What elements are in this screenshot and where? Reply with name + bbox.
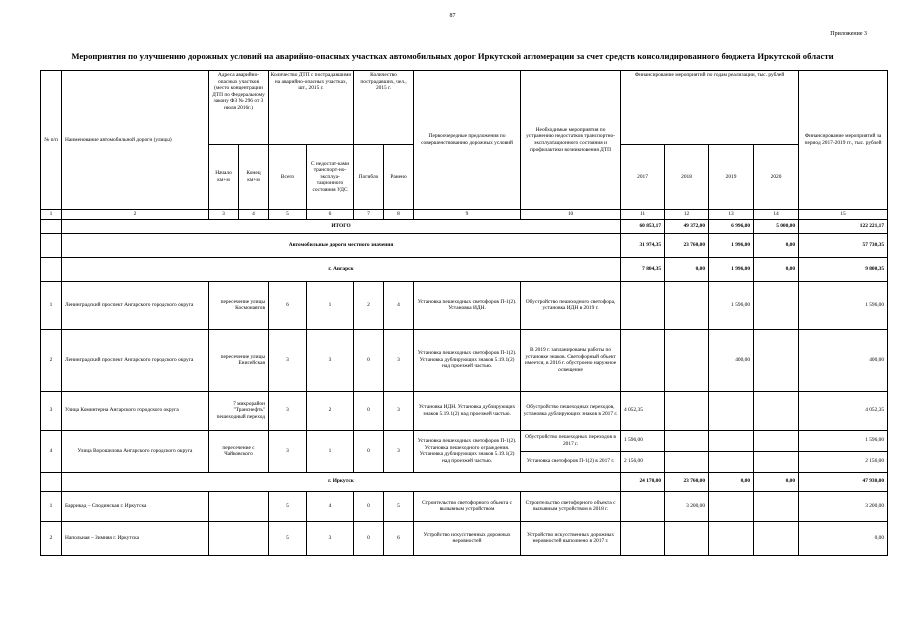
row-2019 xyxy=(709,521,754,555)
col-number: 12 xyxy=(665,210,709,220)
city-angarsk-row xyxy=(41,257,888,281)
row-measure: Обустройство пешеходных переходов, установка дублирующих знаков в 2017 г. xyxy=(521,391,621,430)
local-roads-row xyxy=(41,233,888,257)
header-year-2020: 2020 xyxy=(754,145,799,210)
row-injured: 3 xyxy=(384,430,414,472)
row-dtp-total: 3 xyxy=(269,430,307,472)
col-number: 1 xyxy=(41,210,62,220)
irkutsk-2019: 0,00 xyxy=(709,472,754,491)
row-sum-a: 1 596,00 xyxy=(799,430,888,451)
row-injured: 3 xyxy=(384,329,414,391)
col-number: 8 xyxy=(384,210,414,220)
row-sum: 400,00 xyxy=(799,329,888,391)
city-angarsk-label: г. Ангарск xyxy=(62,257,621,281)
header-row xyxy=(41,71,888,145)
row-road: Улица Ворошилова Ангарского городского округа xyxy=(62,430,209,472)
row-sum: 4 052,35 xyxy=(799,391,888,430)
row-road: Баррикад – Сподинская г. Иркутска xyxy=(62,491,209,521)
row-2019: 400,00 xyxy=(709,329,754,391)
row-proposal: Установка пешеходных светофоров П-1(2). Установка ИДН. xyxy=(414,281,521,329)
row-killed: 0 xyxy=(354,491,384,521)
row-address: пересечение с Чайковского xyxy=(209,430,269,472)
row-num: 2 xyxy=(41,329,62,391)
page-number: 87 xyxy=(449,13,456,19)
col-number: 15 xyxy=(799,210,888,220)
total-2019: 6 996,00 xyxy=(709,219,754,233)
table-row xyxy=(41,491,888,521)
total-2018: 49 372,00 xyxy=(665,219,709,233)
row-2017 xyxy=(621,281,665,329)
row-proposal: Устройство искусственных дорожных неровностей xyxy=(414,521,521,555)
irkutsk-2020: 0,00 xyxy=(754,472,799,491)
table-row xyxy=(41,521,888,555)
row-killed: 0 xyxy=(354,430,384,472)
row-measure: Устройство искусственных дорожных неровностей выполнено в 2017 г. xyxy=(521,521,621,555)
row-sum: 1 596,00 xyxy=(799,281,888,329)
row-2018 xyxy=(665,391,709,430)
header-address: Адреса аварийно-опасных участков (место концентрации ДТП по Федеральному закону ФЗ № 296 от 3 июля 2016г.) xyxy=(209,71,269,145)
column-numbers-row xyxy=(41,210,888,220)
row-measure: В 2019 г. запланированы работы по установке знаков. Светофорный объект имеется, в 2016 г. обустроено наружное освещение xyxy=(521,329,621,391)
total-label: ИТОГО xyxy=(62,219,621,233)
row-2019 xyxy=(709,491,754,521)
row-dtp-total: 3 xyxy=(269,329,307,391)
header-measures: Необходимые мероприятия по устранению недостатков транспортно-эксплуатационного состояния и профилактики возникновения ДТП xyxy=(521,71,621,210)
row-2017 xyxy=(621,491,665,521)
row-dtp-total: 5 xyxy=(269,491,307,521)
row-2018 xyxy=(665,329,709,391)
row-2019 xyxy=(709,391,754,430)
header-year-2017: 2017 xyxy=(621,145,665,210)
col-number: 3 xyxy=(209,210,239,220)
row-killed: 0 xyxy=(354,521,384,555)
row-measure: Строительство светофорного объекта с вызывным устройством в 2018 г. xyxy=(521,491,621,521)
local-roads-2020: 0,00 xyxy=(754,233,799,257)
header-financing-total: Финансирование мероприятий за период 2017-2019 гг., тыс. рублей xyxy=(799,71,888,210)
row-proposal: Установка пешеходных светофоров П-1(2). Установка пешеходного ограждения. Установка дублирующих знаков 5.19.1(2) над проезжей частью. xyxy=(414,430,521,472)
row-2017: 4 052,35 xyxy=(621,391,665,430)
table-row xyxy=(41,391,888,430)
row-injured: 4 xyxy=(384,281,414,329)
col-number: 7 xyxy=(354,210,384,220)
row-address xyxy=(209,491,269,521)
local-roads-sum: 57 730,35 xyxy=(799,233,888,257)
angarsk-2017: 7 804,35 xyxy=(621,257,665,281)
header-dtp-count: Количество ДТП с пострадавшими на аварийно-опасных участках, шт., 2015 г. xyxy=(269,71,354,145)
angarsk-2020: 0,00 xyxy=(754,257,799,281)
row-injured: 5 xyxy=(384,491,414,521)
row-dtp-total: 3 xyxy=(269,391,307,430)
row-proposal: Установка пешеходных светофоров П-1(2). Установка дублирующих знаков 5.19.1(2) над проезжей частью. xyxy=(414,329,521,391)
header-financing-years: Финансирование мероприятий по годам реализации, тыс. рублей xyxy=(621,71,799,145)
row-dtp-uds: 3 xyxy=(307,521,354,555)
row-2017 xyxy=(621,521,665,555)
row-road: Ленинградский проспект Ангарского городского округа xyxy=(62,281,209,329)
col-number: 5 xyxy=(269,210,307,220)
col-number: 6 xyxy=(307,210,354,220)
row-2017-a: 1 596,00 xyxy=(621,430,665,451)
col-number: 9 xyxy=(414,210,521,220)
local-roads-2018: 23 760,00 xyxy=(665,233,709,257)
row-2017-b: 2 156,00 xyxy=(621,451,665,472)
row-sum: 3 200,00 xyxy=(799,491,888,521)
row-road: Напольная – Зимняя г. Иркутска xyxy=(62,521,209,555)
row-num: 1 xyxy=(41,491,62,521)
header-address-end: Конец км+м xyxy=(239,145,269,210)
header-year-2019: 2019 xyxy=(709,145,754,210)
col-number: 11 xyxy=(621,210,665,220)
header-dtp-uds: С недостат-ками транспорт-но-эксплуа-тационного состояния УДС xyxy=(307,145,354,210)
angarsk-2018: 0,00 xyxy=(665,257,709,281)
total-sum: 122 221,17 xyxy=(799,219,888,233)
row-proposal: Установка ИДН. Установка дублирующих знаков 5.19.1(2) над проезжей частью. xyxy=(414,391,521,430)
row-injured: 3 xyxy=(384,391,414,430)
header-proposals: Первоочередные предложения по совершенствованию дорожных условий xyxy=(414,71,521,210)
row-2020 xyxy=(754,281,799,329)
row-2020 xyxy=(754,329,799,391)
row-address: 7 микрорайон "Транснефть" пешеходный переход xyxy=(209,391,269,430)
city-irkutsk-label: г. Иркутск xyxy=(62,472,621,491)
row-killed: 0 xyxy=(354,391,384,430)
row-injured: 6 xyxy=(384,521,414,555)
row-2019: 1 596,00 xyxy=(709,281,754,329)
row-num: 4 xyxy=(41,430,62,472)
header-victims: Количество пострадавших, чел., 2015 г. xyxy=(354,71,414,145)
irkutsk-sum: 47 930,00 xyxy=(799,472,888,491)
table-row xyxy=(41,329,888,391)
row-2020 xyxy=(754,391,799,430)
row-measure: Обустройство пешеходного светофора, установка ИДН в 2019 г. xyxy=(521,281,621,329)
irkutsk-2018: 23 760,00 xyxy=(665,472,709,491)
local-roads-2017: 31 974,35 xyxy=(621,233,665,257)
col-number: 4 xyxy=(239,210,269,220)
row-dtp-uds: 3 xyxy=(307,329,354,391)
header-num: № п/п xyxy=(41,71,62,210)
row-road: Улица Коминтерна Ангарского городского округа xyxy=(62,391,209,430)
angarsk-sum: 9 800,35 xyxy=(799,257,888,281)
row-address: пересечение улицы Космонавтов xyxy=(209,281,269,329)
row-address: пересечение улицы Енисейская xyxy=(209,329,269,391)
header-killed: Погибло xyxy=(354,145,384,210)
row-road: Ленинградский проспект Ангарского городского округа xyxy=(62,329,209,391)
row-2018: 3 200,00 xyxy=(665,491,709,521)
appendix-label: Приложение 3 xyxy=(830,31,867,37)
row-sum: 0,00 xyxy=(799,521,888,555)
col-number: 13 xyxy=(709,210,754,220)
irkutsk-2017: 24 170,00 xyxy=(621,472,665,491)
document-title: Мероприятия по улучшению дорожных условий на аварийно-опасных участках автомобильных дорог Иркутской агломерации за счет средств консолидированного бюджета Иркутской области xyxy=(71,51,834,61)
header-address-start: Начало км+м xyxy=(209,145,239,210)
row-killed: 2 xyxy=(354,281,384,329)
header-dtp-total: Всего xyxy=(269,145,307,210)
row-dtp-total: 6 xyxy=(269,281,307,329)
row-proposal: Строительство светофорного объекта с вызывным устройством xyxy=(414,491,521,521)
row-num: 2 xyxy=(41,521,62,555)
row-num: 1 xyxy=(41,281,62,329)
row-dtp-uds: 4 xyxy=(307,491,354,521)
row-2018 xyxy=(665,281,709,329)
row-measure-b: Установка светофоров П-1(2) в 2017 г. xyxy=(521,451,621,472)
col-number: 14 xyxy=(754,210,799,220)
row-dtp-total: 5 xyxy=(269,521,307,555)
row-dtp-uds: 2 xyxy=(307,391,354,430)
col-number: 10 xyxy=(521,210,621,220)
row-2018 xyxy=(665,521,709,555)
table-row xyxy=(41,281,888,329)
col-number: 2 xyxy=(62,210,209,220)
row-killed: 0 xyxy=(354,329,384,391)
header-injured: Ранено xyxy=(384,145,414,210)
city-irkutsk-row xyxy=(41,472,888,491)
row-2020 xyxy=(754,521,799,555)
local-roads-2019: 1 996,00 xyxy=(709,233,754,257)
row-measure-a: Обустройство пешеходных переходов в 2017 г. xyxy=(521,430,621,451)
row-dtp-uds: 1 xyxy=(307,430,354,472)
measures-table xyxy=(40,70,888,556)
row-dtp-uds: 1 xyxy=(307,281,354,329)
header-road: Наименование автомобильной дороги (улицы) xyxy=(62,71,209,210)
row-address xyxy=(209,521,269,555)
row-2020 xyxy=(754,491,799,521)
angarsk-2019: 1 996,00 xyxy=(709,257,754,281)
row-num: 3 xyxy=(41,391,62,430)
row-sum-b: 2 156,00 xyxy=(799,451,888,472)
local-roads-label: Автомобильные дороги местного значения xyxy=(62,233,621,257)
row-2017 xyxy=(621,329,665,391)
table-row xyxy=(41,430,888,451)
total-row xyxy=(41,219,888,233)
total-2017: 60 853,17 xyxy=(621,219,665,233)
header-year-2018: 2018 xyxy=(665,145,709,210)
total-2020: 5 000,00 xyxy=(754,219,799,233)
